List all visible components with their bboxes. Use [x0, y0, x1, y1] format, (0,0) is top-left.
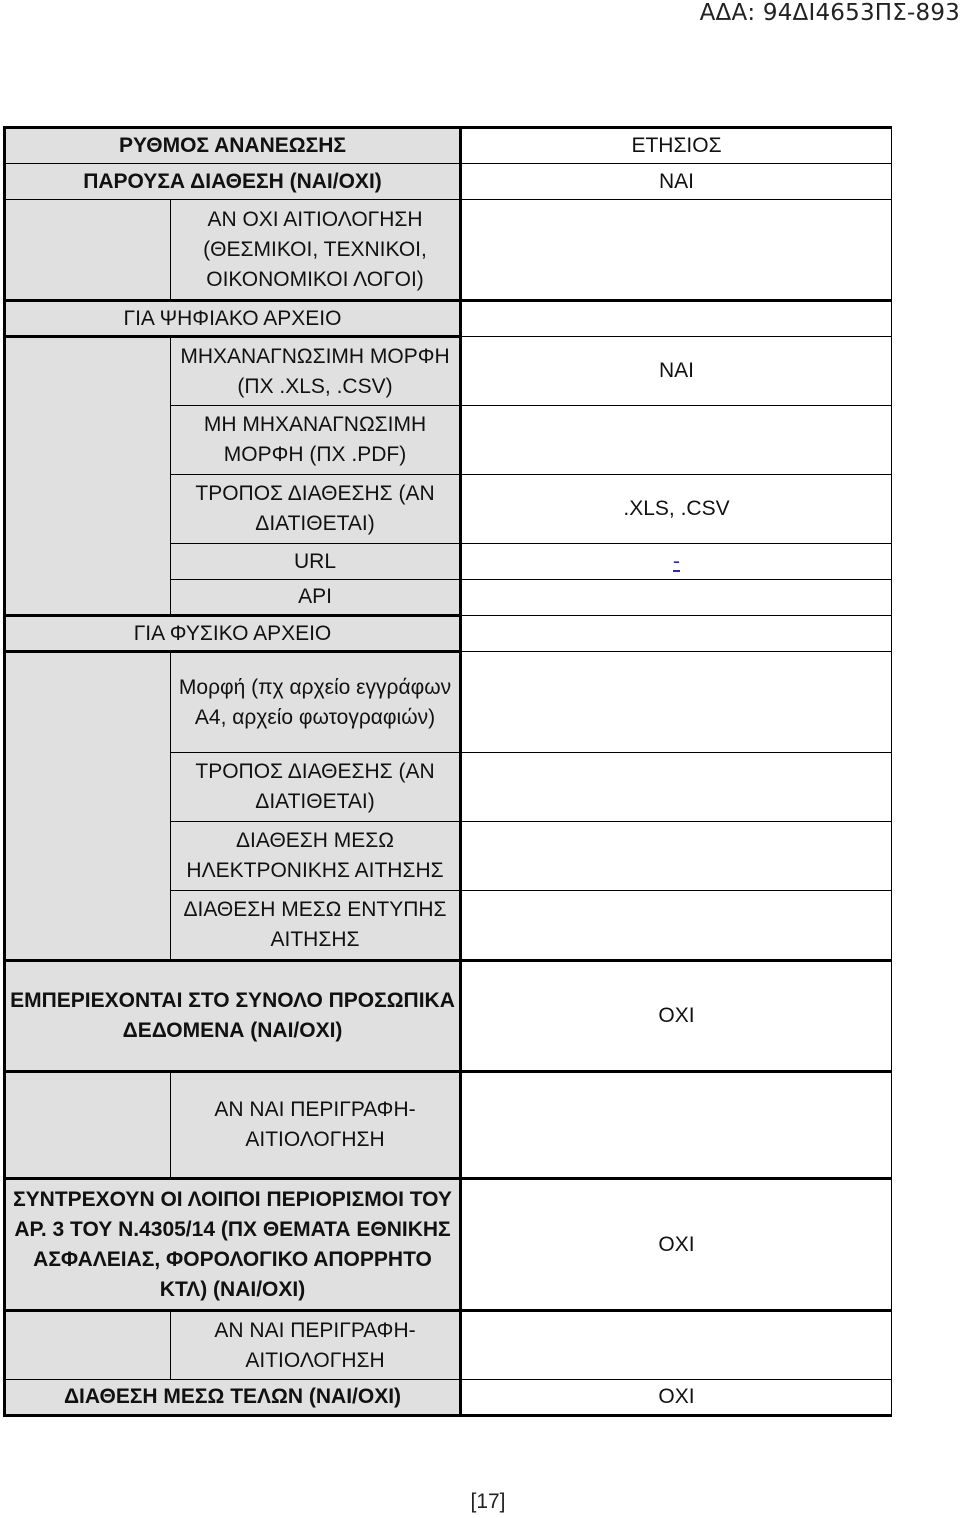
row-machine-readable: [5, 337, 892, 406]
ada-code: ΑΔΑ: 94ΔΙ4653ΠΣ-893: [699, 0, 960, 26]
electronic-request-label: ΔΙΑΘΕΣΗ ΜΕΣΩ ΗΛΕΚΤΡΟΝΙΚΗΣ ΑΙΤΗΣΗΣ: [171, 822, 461, 891]
indent-cell: [5, 1311, 171, 1380]
indent-cell: [5, 475, 171, 544]
row-current-availability: [5, 164, 892, 200]
digital-archive-heading: ΓΙΑ ΨΗΦΙΑΚΟ ΑΡΧΕΙΟ: [5, 301, 461, 337]
row-api: [5, 580, 892, 616]
indent-cell: [5, 652, 171, 753]
physical-archive-heading: ΓΙΑ ΦΥΣΙΚΟ ΑΡΧΕΙΟ: [5, 616, 461, 652]
indent-cell: [5, 200, 171, 301]
refresh-rate-value[interactable]: ΕΤΗΣΙΟΣ: [461, 128, 892, 164]
personal-data-justification-label: ΑΝ ΝΑΙ ΠΕΡΙΓΡΑΦΗ-ΑΙΤΙΟΛΟΓΗΣΗ: [171, 1072, 461, 1179]
row-url: [5, 544, 892, 580]
row-printed-request: [5, 891, 892, 961]
non-machine-readable-label: ΜΗ ΜΗΧΑΝΑΓΝΩΣΙΜΗ ΜΟΡΦΗ (ΠΧ .PDF): [171, 406, 461, 475]
row-if-no-justification: [5, 200, 892, 301]
if-no-justification-value[interactable]: [461, 200, 892, 301]
indent-cell: [5, 337, 171, 406]
personal-data-label: ΕΜΠΕΡΙΕΧΟΝΤΑΙ ΣΤΟ ΣΥΝΟΛΟ ΠΡΟΣΩΠΙΚΑ ΔΕΔΟΜΕΝΑ (ΝΑΙ/ΟΧΙ): [5, 961, 461, 1072]
restrictions-justification-label: ΑΝ ΝΑΙ ΠΕΡΙΓΡΑΦΗ-ΑΙΤΙΟΛΟΓΗΣΗ: [171, 1311, 461, 1380]
indent-cell: [5, 822, 171, 891]
electronic-request-value[interactable]: [461, 822, 892, 891]
indent-cell: [5, 406, 171, 475]
digital-availability-method-label: ΤΡΟΠΟΣ ΔΙΑΘΕΣΗΣ (ΑΝ ΔΙΑΤΙΘΕΤΑΙ): [171, 475, 461, 544]
indent-cell: [5, 891, 171, 961]
row-fee-availability: [5, 1380, 892, 1416]
row-refresh-rate: [5, 128, 892, 164]
refresh-rate-label: ΡΥΘΜΟΣ ΑΝΑΝΕΩΣΗΣ: [5, 128, 461, 164]
row-personal-data-justification: [5, 1072, 892, 1179]
row-other-restrictions: [5, 1179, 892, 1311]
indent-cell: [5, 1072, 171, 1179]
row-physical-availability-method: [5, 753, 892, 822]
api-value[interactable]: [461, 580, 892, 616]
other-restrictions-value[interactable]: ΟΧΙ: [461, 1179, 892, 1311]
physical-availability-method-value[interactable]: [461, 753, 892, 822]
api-label: API: [171, 580, 461, 616]
physical-format-label: Μορφή (πχ αρχείο εγγράφων Α4, αρχείο φωτογραφιών): [171, 652, 461, 753]
personal-data-justification-value[interactable]: [461, 1072, 892, 1179]
current-availability-label: ΠΑΡΟΥΣΑ ΔΙΑΘΕΣΗ (ΝΑΙ/ΟΧΙ): [5, 164, 461, 200]
non-machine-readable-value[interactable]: [461, 406, 892, 475]
row-digital-availability-method: [5, 475, 892, 544]
row-digital-archive: [5, 301, 892, 337]
printed-request-label: ΔΙΑΘΕΣΗ ΜΕΣΩ ΕΝΤΥΠΗΣ ΑΙΤΗΣΗΣ: [171, 891, 461, 961]
fee-availability-value[interactable]: ΟΧΙ: [461, 1380, 892, 1416]
physical-archive-value: [461, 616, 892, 652]
row-physical-archive: [5, 616, 892, 652]
indent-cell: [5, 580, 171, 616]
row-personal-data: [5, 961, 892, 1072]
url-label: URL: [171, 544, 461, 580]
dataset-form-table: [3, 126, 892, 1417]
row-non-machine-readable: [5, 406, 892, 475]
row-physical-format: [5, 652, 892, 753]
digital-archive-value: [461, 301, 892, 337]
indent-cell: [5, 544, 171, 580]
page-number: [17]: [470, 1490, 506, 1513]
machine-readable-value[interactable]: ΝΑΙ: [461, 337, 892, 406]
indent-cell: [5, 753, 171, 822]
fee-availability-label: ΔΙΑΘΕΣΗ ΜΕΣΩ ΤΕΛΩΝ (ΝΑΙ/ΟΧΙ): [5, 1380, 461, 1416]
row-restrictions-justification: [5, 1311, 892, 1380]
row-electronic-request: [5, 822, 892, 891]
printed-request-value[interactable]: [461, 891, 892, 961]
digital-availability-method-value[interactable]: .XLS, .CSV: [461, 475, 892, 544]
machine-readable-label: ΜΗΧΑΝΑΓΝΩΣΙΜΗ ΜΟΡΦΗ (ΠΧ .XLS, .CSV): [171, 337, 461, 406]
personal-data-value[interactable]: ΟΧΙ: [461, 961, 892, 1072]
url-link[interactable]: -: [673, 549, 681, 573]
physical-format-value[interactable]: [461, 652, 892, 753]
other-restrictions-label: ΣΥΝΤΡΕΧΟΥΝ ΟΙ ΛΟΙΠΟΙ ΠΕΡΙΟΡΙΣΜΟΙ ΤΟΥ ΑΡ. 3 ΤΟΥ Ν.4305/14 (ΠΧ ΘΕΜΑΤΑ ΕΘΝΙΚΗΣ ΑΣΦΑΛΕΙΑΣ, ΦΟΡΟΛΟΓΙΚΟ ΑΠΟΡΡΗΤΟ ΚΤΛ) (ΝΑΙ/ΟΧΙ): [5, 1179, 461, 1311]
restrictions-justification-value[interactable]: [461, 1311, 892, 1380]
if-no-justification-label: ΑΝ ΟΧΙ ΑΙΤΙΟΛΟΓΗΣΗ (ΘΕΣΜΙΚΟΙ, ΤΕΧΝΙΚΟΙ, ΟΙΚΟΝΟΜΙΚΟΙ ΛΟΓΟΙ): [171, 200, 461, 301]
current-availability-value[interactable]: ΝΑΙ: [461, 164, 892, 200]
url-value[interactable]: [461, 544, 892, 580]
physical-availability-method-label: ΤΡΟΠΟΣ ΔΙΑΘΕΣΗΣ (ΑΝ ΔΙΑΤΙΘΕΤΑΙ): [171, 753, 461, 822]
